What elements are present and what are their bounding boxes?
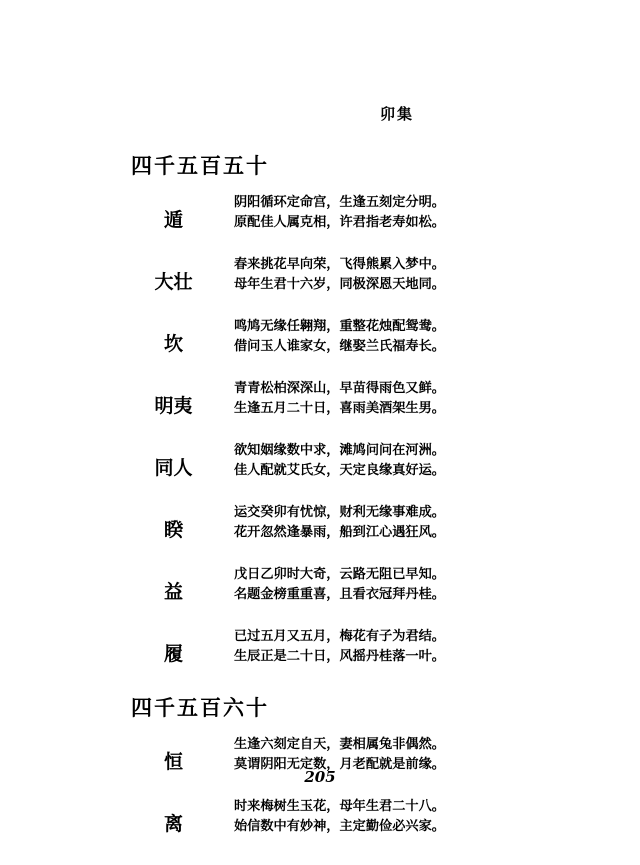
verse-line: 春来挑花早向荣，飞得熊累入梦中。 xyxy=(234,257,445,272)
verse-entry xyxy=(131,441,461,493)
verse-line: 母年生君十六岁，同极深恩天地同。 xyxy=(234,277,445,292)
verse-line: 鸣鸠无缘任翱翔，重整花烛配鸳鸯。 xyxy=(234,319,445,334)
verse-text xyxy=(234,441,445,481)
verse-line: 生辰正是二十日，风摇丹桂落一叶。 xyxy=(234,649,445,664)
verse-line: 始信数中有妙神，主定勤俭必兴家。 xyxy=(234,819,445,834)
verse-line: 莫谓阴阳无定数，月老配就是前缘。 xyxy=(234,757,445,772)
section xyxy=(131,153,461,679)
verse-text xyxy=(234,317,445,357)
sections xyxy=(131,153,461,865)
hexagram-name: 恒 xyxy=(163,751,183,773)
verse-entry xyxy=(131,255,461,307)
page-number: 205 xyxy=(304,768,336,786)
running-header: 卯集 xyxy=(380,105,415,123)
verse-line: 名题金榜重重喜，且看衣冠拜丹桂。 xyxy=(234,587,445,602)
verse-entry xyxy=(131,797,461,849)
verse-text xyxy=(234,193,445,233)
hexagram-name: 益 xyxy=(163,581,183,603)
verse-entry xyxy=(131,503,461,555)
verse-entry xyxy=(131,627,461,679)
verse-entry xyxy=(131,565,461,617)
verse-line: 青青松柏深深山，早苗得雨色又鲜。 xyxy=(234,381,445,396)
verse-text xyxy=(234,627,445,667)
verse-line: 欲知姻缘数中求，滩鸠问问在河洲。 xyxy=(234,443,445,458)
hexagram-name: 明夷 xyxy=(154,395,193,417)
verse-line: 借问玉人谁家女，继娶兰氏福寿长。 xyxy=(234,339,445,354)
verse-text xyxy=(234,255,445,295)
verse-text xyxy=(234,565,445,605)
verse-line: 生逢五月二十日，喜雨美酒架生男。 xyxy=(234,401,445,416)
verse-text xyxy=(234,797,445,837)
hexagram-name: 离 xyxy=(163,813,183,835)
verse-text xyxy=(234,503,445,543)
verse-line: 已过五月又五月，梅花有子为君结。 xyxy=(234,629,445,644)
hexagram-name: 睽 xyxy=(163,519,183,541)
hexagram-name: 遁 xyxy=(163,209,183,231)
verse-line: 花开忽然逢暴雨，船到江心遇狂风。 xyxy=(234,525,445,540)
hexagram-name: 同人 xyxy=(154,457,193,479)
verse-entry xyxy=(131,379,461,431)
verse-line: 佳人配就艾氏女，天定良缘真好运。 xyxy=(234,463,445,478)
hexagram-name: 坎 xyxy=(163,333,183,355)
verse-entry xyxy=(131,317,461,369)
section-title: 四千五百六十 xyxy=(131,695,269,720)
verse-line: 时来梅树生玉花，母年生君二十八。 xyxy=(234,799,445,814)
verse-entry xyxy=(131,193,461,245)
verse-line: 戊日乙卯时大奇，云路无阻已早知。 xyxy=(234,567,445,582)
verse-line: 阴阳循环定命宫，生逢五刻定分明。 xyxy=(234,195,445,210)
verse-line: 原配佳人属克相，许君指老寿如松。 xyxy=(234,215,445,230)
hexagram-name: 大壮 xyxy=(154,271,193,293)
verse-text xyxy=(234,379,445,419)
hexagram-name: 履 xyxy=(163,643,183,665)
section-title: 四千五百五十 xyxy=(131,153,269,178)
verse-line: 生逢六刻定自天，妻相属兔非偶然。 xyxy=(234,737,445,752)
verse-line: 运交癸卯有忧惊，财利无缘事难成。 xyxy=(234,505,445,520)
